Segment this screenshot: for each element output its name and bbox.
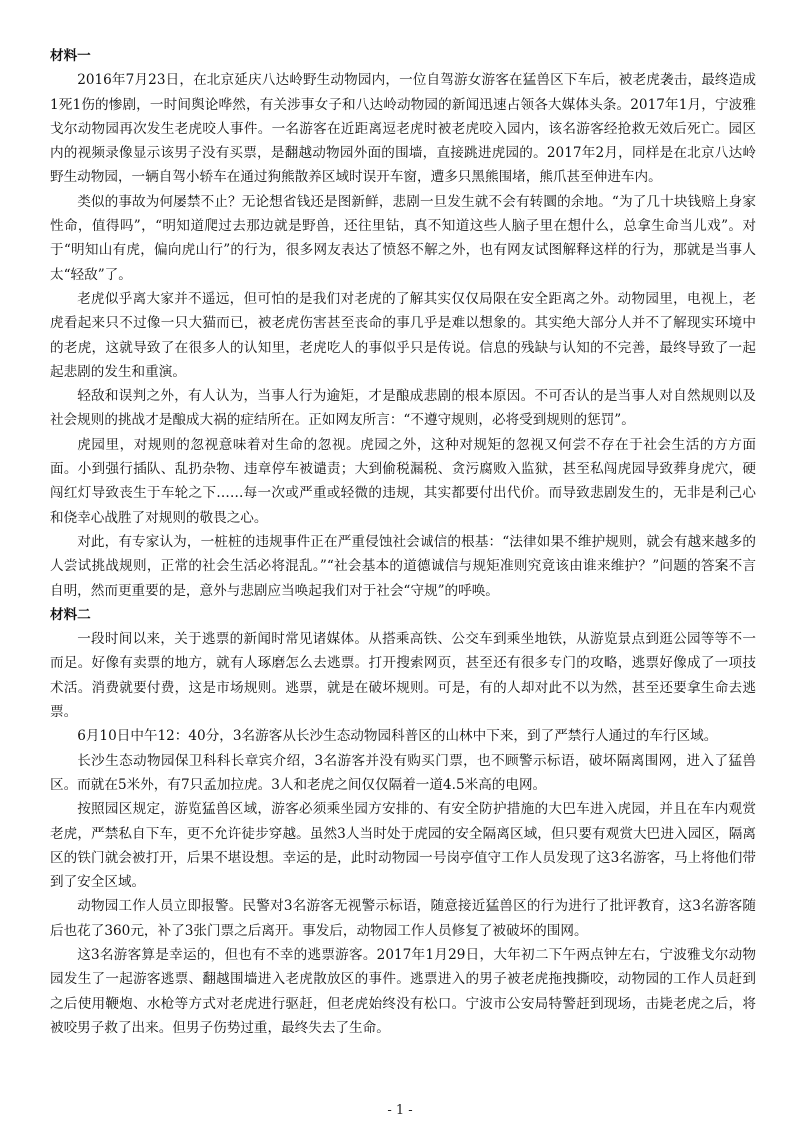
paragraph: 这3名游客算是幸运的，但也有不幸的逃票游客。2017年1月29日，大年初二下午两点钟左右，宁波雅戈尔动物园发生了一起游客逃票、翻越围墙进入老虎散放区的事件。逃票进入的男子被老虎拖拽撕咬，动物园的工作人员赶到之后使用鞭炮、水枪等方式对老虎进行驱赶，但老虎始终没有松口。宁波市公安局特警赶到现场，击毙老虎之后，将被咬男子救了出来。但男子伤势过重，最终失去了生命。 xyxy=(50,946,756,1036)
paragraph: 类似的事故为何屡禁不止？无论想省钱还是图新鲜，悲剧一旦发生就不会有转圜的余地。“为了几十块钱赔上身家性命，值得吗”，“明知道爬过去那边就是野兽，还往里钻，真不知道这些人脑子里在想什么，总拿生命当儿戏”。对于“明知山有虎，偏向虎山行”的行为，很多网友表达了愤怒不解之外，也有网友试图解释这样的行为，那就是当事人太“轻敌”了。 xyxy=(50,193,756,283)
section-material-two xyxy=(50,603,756,1040)
document-body xyxy=(50,44,756,1040)
paragraph: 老虎似乎离大家并不遥远，但可怕的是我们对老虎的了解其实仅仅局限在安全距离之外。动物园里，电视上，老虎看起来只不过像一只大猫而已，被老虎伤害甚至丧命的事几乎是难以想象的。其实绝大部分人并不了解现实环境中的老虎，这就导致了在很多人的认知里，老虎吃人的事似乎只是传说。信息的残缺与认知的不完善，最终导致了一起起悲剧的发生和重演。 xyxy=(50,290,756,380)
section-title: 材料二 xyxy=(50,606,91,623)
paragraph: 轻敌和误判之外，有人认为，当事人行为逾矩，才是酿成悲剧的根本原因。不可否认的是当事人对自然规则以及社会规则的挑战才是酿成大祸的症结所在。正如网友所言：“不遵守规则，必将受到规则的惩罚”。 xyxy=(50,388,756,429)
paragraph: 一段时间以来，关于逃票的新闻时常见诸媒体。从搭乘高铁、公交车到乘坐地铁，从游览景点到逛公园等等不一而足。好像有卖票的地方，就有人琢磨怎么去逃票。打开搜索网页，甚至还有很多专门的攻略，逃票好像成了一项技术活。消费就要付费，这是市场规则。逃票，就是在破坏规则。可是，有的人却对此不以为然，甚至还要拿生命去逃票。 xyxy=(50,631,756,721)
paragraph: 长沙生态动物园保卫科科长章宾介绍，3名游客并没有购买门票，也不顾警示标语，破坏隔离围网，进入了猛兽区。而就在5米外，有7只孟加拉虎。3人和老虎之间仅仅隔着一道4.5米高的电网。 xyxy=(50,752,756,793)
paragraph: 6月10日中午12：40分，3名游客从长沙生态动物园科普区的山林中下来，到了严禁行人通过的车行区域。 xyxy=(77,728,718,745)
section-material-one xyxy=(50,44,756,603)
paragraph: 按照园区规定，游览猛兽区域，游客必须乘坐园方安排的、有安全防护措施的大巴车进入虎园，并且在车内观赏老虎，严禁私自下车，更不允许徒步穿越。虽然3人当时处于虎园的安全隔离区域，但只要有观赏大巴进入园区，隔离区的铁门就会被打开，后果不堪设想。幸运的是，此时动物园一号岗亭值守工作人员发现了这3名游客，马上将他们带到了安全区域。 xyxy=(50,801,756,891)
page-number: - 1 - xyxy=(387,1103,413,1118)
section-title: 材料一 xyxy=(50,48,91,64)
paragraph: 对此，有专家认为，一桩桩的违规事件正在严重侵蚀社会诚信的根基：“法律如果不维护规则，就会有越来越多的人尝试挑战规则，正常的社会生活必将混乱。”“社会基本的道德诚信与规矩准则究竟该由谁来维护？”问题的答案不言自明，然而更重要的是，意外与悲剧应当唤起我们对于社会“守规”的呼唤。 xyxy=(50,533,756,599)
paragraph: 2016年7月23日，在北京延庆八达岭野生动物园内，一位自驾游女游客在猛兽区下车后，被老虎袭击，最终造成1死1伤的惨剧，一时间舆论哗然，有关涉事女子和八达岭动物园的新闻迅速占领各大媒体头条。2017年1月，宁波雅戈尔动物园再次发生老虎咬人事件。一名游客在近距离逗老虎时被老虎咬入园内，该名游客经抢救无效后死亡。园区内的视频录像显示该男子没有买票，是翻越动物园外面的围墙，直接跳进虎园的。2017年2月，同样是在北京八达岭野生动物园，一辆自驾小轿车在通过狗熊散养区域时误开车窗，遭多只黑熊围堵，熊爪甚至伸进车内。 xyxy=(50,72,756,186)
paragraph: 虎园里，对规则的忽视意味着对生命的忽视。虎园之外，这种对规矩的忽视又何尝不存在于社会生活的方方面面。小到强行插队、乱扔杂物、违章停车被谴责；大到偷税漏税、贪污腐败入监狱，甚至私闯虎园导致葬身虎穴，硬闯红灯导致丧生于车轮之下……每一次或严重或轻微的违规，其实都要付出代价。而导致悲剧发生的，无非是利己心和侥幸心战胜了对规则的敬畏之心。 xyxy=(50,436,756,526)
paragraph: 动物园工作人员立即报警。民警对3名游客无视警示标语，随意接近猛兽区的行为进行了批评教育，这3名游客随后也花了360元，补了3张门票之后离开。事发后，动物园工作人员修复了被破坏的围网。 xyxy=(50,898,756,939)
